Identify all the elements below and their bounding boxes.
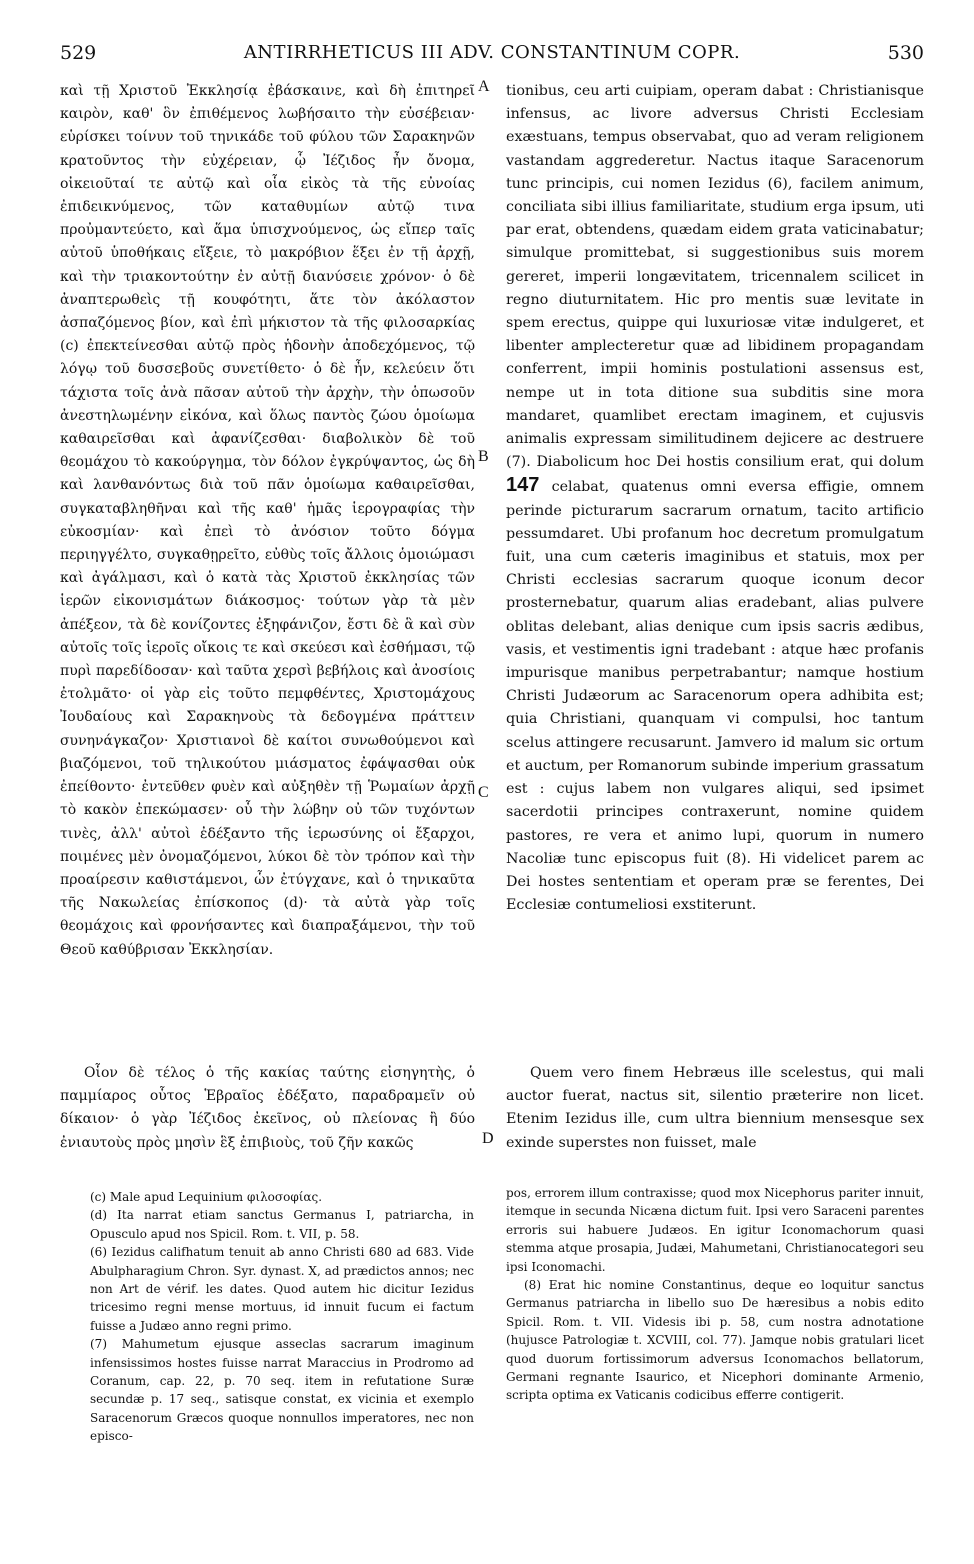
greek-paragraph-1: καὶ τῇ Χριστοῦ Ἐκκλησίᾳ ἐβάσκαινε, καὶ δὴ ἐπιτηρεῖ καιρὸν, καθ' ὃν ἐπιθέμενος λωβήσαιτο τὴν εὐσέβειαν· εὑρίσκει τοίνυν τοῦ τηνικάδε τοῦ φύλου τῶν Σαρακηνῶν κρατοῦντος τὴν εὐχέρειαν, ᾧ Ἰέζιδος ἦν ὄνομα, οἰκειοῦταί τε αὐτῷ καὶ οἷα εἰκὸς τὰ τῆς εὐνοίας ἐπιδεικνύμενος, τῶν καταθυμίων αὐτῷ τινα προὐμαντεύετο, καὶ ἅμα ὑπισχνούμενος, ὡς εἴπερ ταῖς αὐτοῦ ὑποθήκαις εἴξειε, τὸ μακρόβιον ἕξει ἐν τῇ ἀρχῇ, καὶ τὴν τριακοντούτην ἐν αὐτῇ διανύσειε χρόνον· ὁ δὲ ἀναπτερωθεὶς τῇ κουφότητι, ἅτε τὸν ἀκόλαστον ἀσπαζόμενος βίον, καὶ ἐπὶ μήκιστον τὰ τῆς φιλοσαρκίας (c) ἐπεκτείνεσθαι αὐτῷ πρὸς ἡδονὴν ἀποδεχόμενος, τῷ λόγῳ τοῦ δυσσεβοῦς συνετίθετο· ὁ δὲ ἦν, κελεύειν ὅτι τάχιστα τοῖς ἀνὰ πᾶσαν αὐτοῦ τὴν ἀρχὴν, τὴν ὁπωσοῦν ἀνεστηλωμένην εἰκόνα, καὶ ὅλως παντὸς ζώου ὁμοίωμα καθαιρεῖσθαι καὶ ἀφανίζεσθαι· διαβολικὸν δὲ τοῦ θεομάχου τὸ κακούργημα, τὸν δόλον ἐγκρύψαντος, ὡς δὴ καὶ λανθανόντως διὰ τοῦ πᾶν ὁμοίωμα καθαιρεῖσθαι, συγκαταβληθῆναι καὶ τῆς καθ' ἡμᾶς ἱερογραφίας τὴν εὐκοσμίαν· καὶ ἐπεὶ τὸ ἀνόσιον τοῦτο δόγμα περιηγγέλτο, συγκαθῃρεῖτο, εὐθὺς τοῖς ἄλλοις ὁμοιώμασι καὶ ἀγάλμασι, καὶ ὁ κατὰ τὰς Χριστοῦ ἐκκλησίας τῶν ἱερῶν εἰκονισμάτων διάκοσμος· τούτων γὰρ τὰ μὲν ἀπέξεον, τὰ δὲ κονίζοντες ἐξηφάνιζον, ἔστι δὲ ἃ καὶ σὺν αὐτοῖς τοῖς ἱεροῖς οἴκοις τε καὶ σκεύεσι καὶ ἐσθήμασι, τῷ πυρὶ παρεδίδοσαν· καὶ ταῦτα χερσὶ βεβήλοις καὶ ἀνοσίοις ἐτολμᾶτο· οἱ γὰρ εἰς τοῦτο πεμφθέντες, Χριστομάχους Ἰουδαίους καὶ Σαρακηνοὺς τὰ δεδογμένα πράττειν συνηνάγκαζον· Χριστιανοὶ δὲ καίτοι συνωθούμενοι καὶ βιαζόμενοι, τοῦ τηλικούτου μιάσματος ἐφάψασθαι οὐκ ἐπείθοντο· ἐντεῦθεν φυὲν καὶ αὐξηθὲν τῇ Ῥωμαίων ἀρχῇ τὸ κακὸν ἐπεκώμασεν· οὗ τὴν λώβην οὐ τῶν τυχόντων τινὲς, ἀλλ' αὐτοὶ ἐδέξαντο τῆς ἱερωσύνης οἱ ἔξαρχοι, ποιμένες μὲν ὀνομαζόμενοι, λύκοι δὲ τὸν τρόπον καὶ τὴν προαίρεσιν καθιστάμενοι, ὧν ἐτύγχανε, καὶ ὁ τηνικαῦτα τῆς Νακωλείας ἐπίσκοπος (d)· τὰ αὐτὰ γὰρ τοῖς θεομάχοις καὶ φρονήσαντες καὶ διαπραξάμενοι, τὴν τοῦ Θεοῦ καθύβρισαν Ἐκκλησίαν. [60,83,475,958]
footnote-8: (8) Erat hic nomine Constantinus, deque eo loquitur sanctus Germanus patriarcha in libello suo De hæresibus a nobis edito Spicil. Rom. t. VII. Videsis ibi p. 58, cum nostra adnotatione (hujusce Patrologiæ t. XCVIII, col. 77). Jamque nobis gratulari licet quod duorum fortissimorum adversus Iconomachos bellatorum, Germani regnante Isaurico, et Nicephori dominante Armenio, scripta optima ex Vaticanis codicibus efferre contigerit. [506,1278,924,1403]
greek-text-column-2 [60,1062,475,1155]
latin-text-column-2 [506,1062,924,1155]
running-title: ANTIRRHETICUS III ADV. CONSTANTINUM COPR. [243,42,741,63]
section-letter-d: D [482,1130,494,1147]
greek-text-column [60,80,475,962]
footnotes-right [506,1184,924,1405]
section-letter-b: B [478,448,489,465]
footnotes-left [90,1188,474,1446]
column-marker: 147 [506,474,540,497]
latin-text-column [506,80,924,917]
page-number-right: 530 [887,42,924,64]
section-letter-c: C [478,784,489,801]
section-letter-a: A [478,78,490,95]
footnote-d: (d) Ita narrat etiam sanctus Germanus I, patriarcha, in Opusculo apud nos Spicil. Rom. t. VII, p. 58. [90,1208,474,1241]
footnote-7: (7) Mahumetum ejusque asseclas sacrarum imaginum infensissimos hostes fuisse narrat Maraccius in Prodromo ad Coranum, cap. 22, p. 70 seq. item in refutatione Suræ secundæ p. 17 seq., satisque constat, ex vicinia et exemplo Saracenorum Græcos quoque nonnullos imperatores, nec non episco- [90,1337,474,1444]
running-header [60,42,924,72]
latin-paragraph-1 [506,80,924,917]
latin-paragraph-2: Quem vero finem Hebræus ille scelestus, qui mali auctor fuerat, nactus sit, silentio præterire non licet. Etenim Iezidus ille, cum ultra biennium mensesque sex exinde superstes non fuisset, male [506,1065,924,1151]
footnote-7-continued: pos, errorem illum contraxisse; quod mox Nicephorus pariter innuit, itemque in secunda Nicæna dictum fuit. Ipsi vero Saraceni parentes erroris sui habuere Judæos. En igitur Iconomachorum quasi stemma atque prosapia, Judæi, Mahumetani, Christianocategori seu ipsi Iconomachi. [506,1186,924,1274]
page-number-left: 529 [60,42,97,64]
greek-paragraph-2: Οἷον δὲ τέλος ὁ τῆς κακίας ταύτης εἰσηγητὴς, ὁ παμμίαρος οὗτος Ἑβραῖος ἐδέξατο, παραδραμεῖν οὐ δίκαιον· ὁ γὰρ Ἰέζιδος ἐκεῖνος, οὐ πλείονας ἢ δύο ἐνιαυτοὺς πρὸς μησὶν ἓξ ἐπιβιοὺς, τοῦ ζῆν κακῶς [60,1065,475,1151]
latin-paragraph-1-part-b: celabat, quatenus omni eversa effigie, omnem perinde picturarum sacrarum ornatum, tacito artificio pessumdaret. Ubi profanum hoc decretum promulgatum fuit, una cum cæteris imaginibus et statuis, mox per Christi ecclesias sacrarum quoque iconum decor prosternebatur, quarum alias eradebant, alias pulvere oblitas delebant, alias denique cum ipsis sacris ædibus, vasis, et vestimentis igni tradebant : atque hæc profanis impurisque manibus perpetrabantur; namque hostium Christi Judæorum ac Saracenorum opera adhibita est; quia Christiani, quanquam vi compulsi, hoc tantum scelus attingere recusarunt. Jamvero id malum sic ortum et auctum, per Romanorum subinde imperium grassatum est : cujus labem non vulgares aliqui, sed ipsimet sacerdotii principes contraxerunt, nomine quidem pastores, re vera et animo lupi, quorum in numero Nacoliæ tunc episcopus fuit (8). Hi videlicet parem ac Dei hostes sententiam et operam præ se ferentes, Dei Ecclesiæ contumeliosi exstiterunt. [506,479,924,914]
footnote-c: (c) Male apud Lequinium φιλοσοφίας. [90,1190,323,1204]
latin-paragraph-1-part-a: tionibus, ceu arti cuipiam, operam dabat : Christianisque infensus, ac livore adversus Christi Ecclesiam exæstuans, tempus observabat, quo ad veram religionem vastandam aggrederetur. Nactus itaque Saracenorum tunc principis, cui nomen Iezidus (6), facilem animum, conciliata sibi illius familiaritate, studium erga ipsum, uti par erat, obtendens, quædam eidem grata vaticinabatur; simulque promittebat, si suggestionibus suis morem gereret, imperii longævitatem, tricennalem scilicet in regno diuturnitatem. Hic pro mentis suæ levitate in spem erectus, quippe qui luxuriosæ vitæ indulgeret, et libenter amplecteretur quæ ad libidinem propagandam conferrent, impii hominis postulationi assensus est, nempe ut in tota ditione sua subditis sine mora mandaret, quamlibet erectam imaginem, et cujusvis animalis expressam similitudinem dejicere ac destruere (7). Diabolicum hoc Dei hostis consilium erat, qui dolum [506,83,924,471]
footnote-6: (6) Iezidus califhatum tenuit ab anno Christi 680 ad 683. Vide Abulpharagium Chron. Syr. dynast. X, ad prædictos annos; nec non Art de vérif. les dates. Quod autem hic dicitur Iezidus tricesimo regni mense mortuus, id innuit fucum ei factum fuisse a Judæo anno regni primo. [90,1245,474,1333]
